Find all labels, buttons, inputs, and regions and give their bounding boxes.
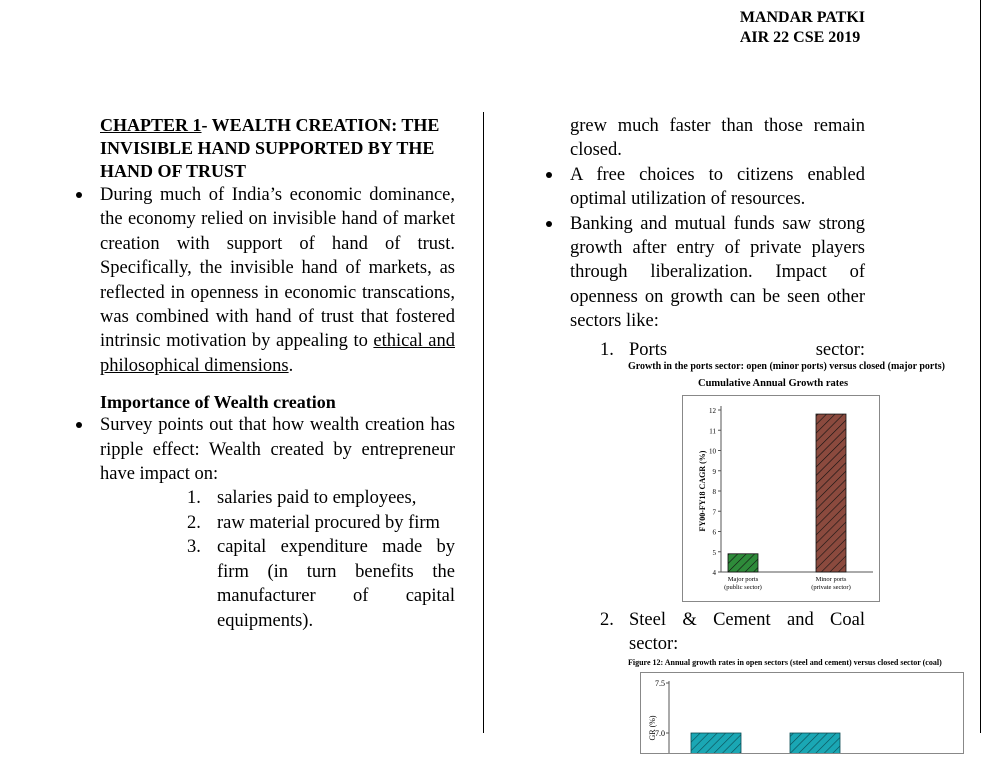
list-item: [570, 212, 865, 334]
ports-chart: [682, 395, 880, 602]
chapter-title: [100, 114, 455, 183]
bar-minor-ports: [816, 414, 846, 572]
page-right-edge: [980, 0, 981, 733]
bar-steel: [691, 733, 741, 753]
author-header: [740, 8, 865, 48]
right-column: [570, 114, 865, 334]
chart1-subtitle: Cumulative Annual Growth rates: [698, 378, 849, 389]
list-item: [570, 163, 865, 212]
y-tick-label: 8: [712, 488, 716, 496]
list-item: [187, 535, 455, 633]
steel-text: [629, 608, 865, 656]
y-tick-label: 5: [712, 548, 716, 557]
y-tick-label: 7: [712, 508, 716, 517]
bullet-text: Survey points out that how wealth creation has ripple effect: Wealth created by entrepreneur have impact on:: [100, 415, 455, 485]
bar-major-ports: [728, 554, 758, 572]
sector-label: sector:: [815, 340, 865, 360]
y-tick-label: 4: [712, 569, 716, 577]
list-number: 2.: [600, 610, 614, 630]
column-divider: [483, 112, 484, 733]
bullet-list-wealth: [100, 413, 455, 486]
section-heading: Importance of Wealth creation: [100, 392, 336, 413]
steel-chart: [640, 672, 964, 754]
y-tick-label: 7.0: [655, 729, 665, 738]
bullet-list-openness: [570, 163, 865, 334]
steel-chart-svg: [641, 673, 963, 753]
chapter-label: CHAPTER 1: [100, 115, 202, 135]
list-number: 3.: [187, 537, 201, 558]
y-tick-label: 7.5: [655, 679, 665, 688]
bullet-icon: [76, 422, 82, 428]
y-tick-label: 11: [709, 427, 716, 436]
y-tick-label: 10: [709, 447, 716, 456]
x-tick-label-sub: (public sector): [724, 584, 762, 591]
list-number: 2.: [187, 512, 201, 533]
author-name: MANDAR PATKI: [739, 9, 865, 26]
y-tick-label: 12: [709, 407, 716, 415]
list-text: capital expenditure made by firm (in turn benefits the manufacturer of capital equipments).: [217, 537, 455, 631]
list-text: raw material procured by firm: [217, 512, 440, 533]
x-tick-label: Minor ports: [815, 576, 847, 583]
bar-cement: [790, 733, 840, 753]
continued-text: grew much faster than those remain closed.: [570, 116, 865, 161]
list-item: [187, 486, 455, 510]
list-text: salaries paid to employees,: [217, 488, 417, 509]
bullet-text: During much of India’s economic dominance, the economy relied on invisible hand of market creation with support of hand of trust. Specifically, the invisible hand of markets, as reflected in openness in economic transcations, was combined with hand of trust that fostered intrinsic motivation by appealing to: [100, 185, 455, 352]
list-item: [100, 413, 455, 486]
bullet-text: Banking and mutual funds saw strong growth after entry of private players through liberalization. Impact of openness on growth can be seen other sectors like:: [570, 213, 865, 332]
bullet-icon: [76, 192, 82, 198]
ports-label: Ports: [629, 340, 668, 360]
bullet-text: A free choices to citizens enabled optimal utilization of resources.: [570, 164, 865, 210]
author-rank: AIR 22 CSE 2019: [739, 29, 861, 46]
list-number: 1.: [600, 340, 614, 360]
y-tick-label: 9: [712, 467, 716, 476]
ports-chart-svg: [683, 396, 879, 601]
list-item: [100, 183, 455, 378]
bullet-list-intro: [100, 183, 455, 378]
underlined-phrase: ethical and philosophical dimensions: [100, 331, 455, 376]
chapter-title-rest: - WEALTH CREATION: THE INVISIBLE HAND SUPPORTED BY THE HAND OF TRUST: [100, 115, 440, 181]
steel-item: [600, 608, 865, 656]
list-number: 1.: [187, 488, 201, 509]
chart1-title: Growth in the ports sector: open (minor ports) versus closed (major ports): [628, 361, 945, 372]
bullet-icon: [546, 172, 552, 178]
list-item: [187, 511, 455, 535]
x-tick-label: Major ports: [727, 576, 759, 583]
y-axis-label: GR (%): [648, 715, 657, 741]
impact-list: [187, 486, 455, 632]
left-column: [100, 114, 455, 633]
chart2-title: Figure 12: Annual growth rates in open sectors (steel and cement) versus closed sector (coal): [628, 658, 942, 667]
y-axis-label: FY00-FY18 CAGR (%): [698, 450, 707, 532]
bullet-icon: [546, 221, 552, 227]
steel-label: Steel & Cement and Coal sector:: [629, 610, 865, 654]
x-tick-label-sub: (private sector): [811, 584, 851, 591]
bullet-end: .: [288, 355, 294, 376]
y-tick-label: 6: [712, 528, 716, 537]
